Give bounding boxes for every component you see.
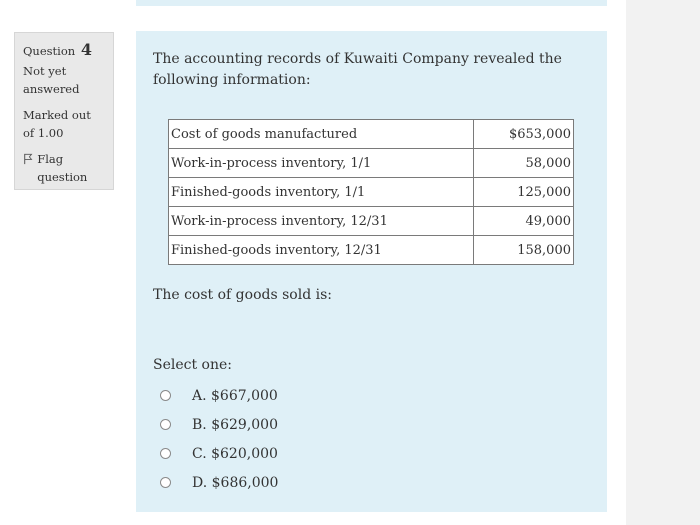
row-label: Work-in-process inventory, 12/31 (169, 207, 474, 236)
radio-button[interactable] (160, 419, 171, 430)
question-text: The accounting records of Kuwaiti Company revealed the following information: (153, 51, 562, 88)
row-value: 49,000 (474, 207, 574, 236)
question-content (136, 31, 607, 512)
radio-button[interactable] (160, 448, 171, 459)
option-label[interactable]: C. $620,000 (192, 445, 278, 462)
question-number: 4 (80, 40, 92, 59)
flag-icon (23, 152, 33, 166)
table-row (169, 178, 574, 207)
right-gutter (626, 0, 700, 525)
answer-status: Not yet answered (23, 64, 80, 96)
option-d[interactable] (160, 468, 278, 497)
question-prompt: The cost of goods sold is: (153, 287, 332, 303)
row-value: $653,000 (474, 120, 574, 149)
option-label[interactable]: D. $686,000 (192, 474, 279, 491)
question-number-row (23, 41, 105, 60)
row-label: Work-in-process inventory, 1/1 (169, 149, 474, 178)
table-row (169, 236, 574, 265)
flag-question-button[interactable] (23, 150, 105, 186)
option-b[interactable] (160, 410, 278, 439)
radio-button[interactable] (160, 477, 171, 488)
answer-options (160, 381, 278, 497)
row-label: Cost of goods manufactured (169, 120, 474, 149)
marked-out-of: Marked out of 1.00 (23, 108, 91, 140)
row-value: 125,000 (474, 178, 574, 207)
option-c[interactable] (160, 439, 278, 468)
table-row (169, 149, 574, 178)
row-value: 158,000 (474, 236, 574, 265)
question-label: Question (23, 44, 76, 58)
flag-question-label: Flag question (37, 152, 88, 184)
row-value: 58,000 (474, 149, 574, 178)
table-row (169, 120, 574, 149)
option-a[interactable] (160, 381, 278, 410)
row-label: Finished-goods inventory, 12/31 (169, 236, 474, 265)
table-row (169, 207, 574, 236)
option-label[interactable]: B. $629,000 (192, 416, 278, 433)
data-table (168, 119, 574, 265)
question-info-panel (14, 32, 114, 190)
select-one-label: Select one: (153, 357, 233, 373)
option-label[interactable]: A. $667,000 (192, 387, 278, 404)
previous-content-strip (136, 0, 607, 6)
row-label: Finished-goods inventory, 1/1 (169, 178, 474, 207)
radio-button[interactable] (160, 390, 171, 401)
